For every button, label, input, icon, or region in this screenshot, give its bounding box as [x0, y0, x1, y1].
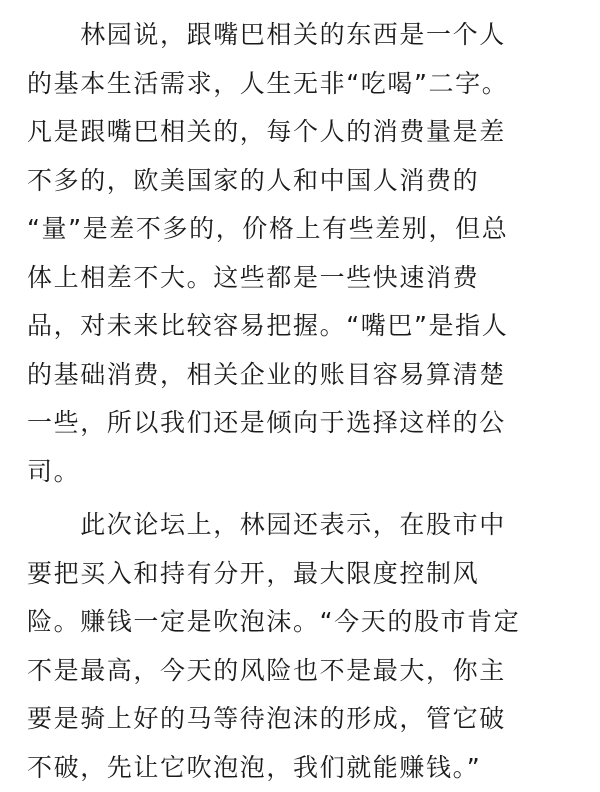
paragraph-1 — [27, 11, 508, 496]
text-line: 要把买入和持有分开，最大限度控制风 — [27, 550, 520, 599]
text-line: 不多的，欧美国家的人和中国人消费的 — [27, 157, 508, 206]
text-line: 司。 — [27, 448, 508, 497]
text-line: 的基本生活需求，人生无非“吃喝”二字。 — [27, 60, 508, 109]
text-line: 的基础消费，相关企业的账目容易算清楚 — [27, 351, 508, 400]
paragraph-2 — [27, 501, 520, 792]
text-line: 要是骑上好的马等待泡沫的形成，管它破 — [27, 695, 520, 744]
text-line: 品，对未来比较容易把握。“嘴巴”是指人 — [27, 302, 508, 351]
text-line: 凡是跟嘴巴相关的，每个人的消费量是差 — [27, 108, 508, 157]
text-line: 一些，所以我们还是倾向于选择这样的公 — [27, 399, 508, 448]
text-line: 此次论坛上，林园还表示，在股市中 — [27, 501, 520, 550]
text-line: 险。赚钱一定是吹泡沫。“今天的股市肯定 — [27, 598, 520, 647]
text-line: “量”是差不多的，价格上有些差别，但总 — [27, 205, 508, 254]
text-line: 不是最高，今天的风险也不是最大，你主 — [27, 647, 520, 696]
text-line: 体上相差不大。这些都是一些快速消费 — [27, 254, 508, 303]
text-line: 林园说，跟嘴巴相关的东西是一个人 — [27, 11, 508, 60]
text-line: 不破，先让它吹泡泡，我们就能赚钱。” — [27, 744, 520, 792]
